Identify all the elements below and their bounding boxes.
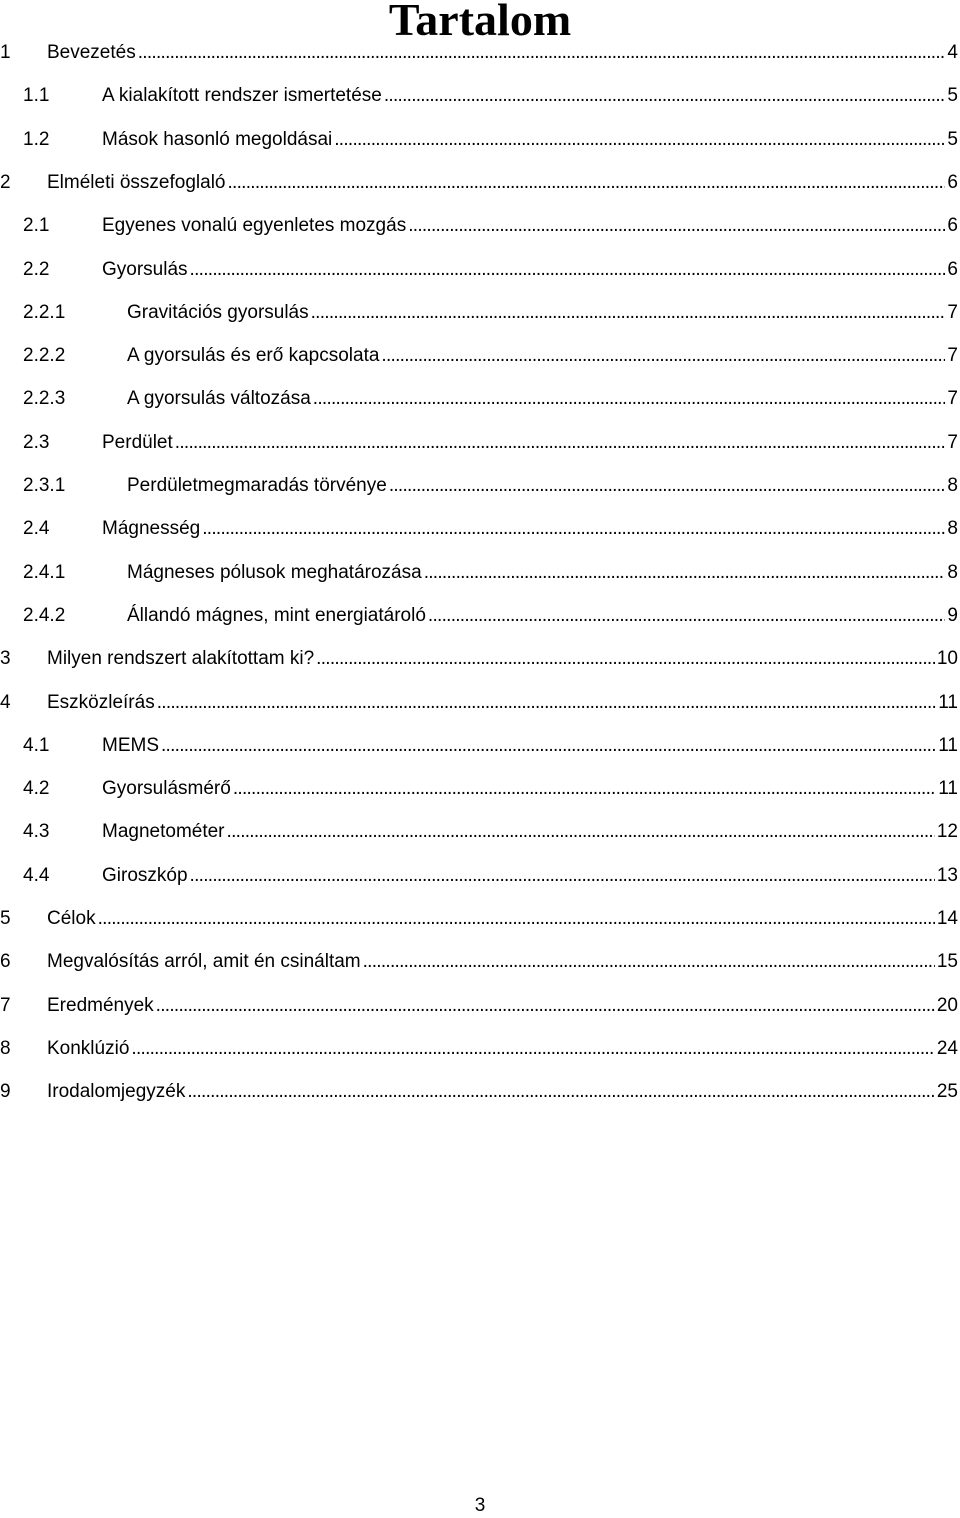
toc-entry-title: A kialakított rendszer ismertetése (102, 85, 382, 107)
toc-entry-title: Perdületmegmaradás törvénye (127, 475, 387, 496)
toc-entry-title: Eszközleírás (47, 691, 155, 713)
toc-dot-leader (311, 298, 946, 328)
toc-dot-leader (384, 81, 946, 111)
toc-entry-page: 20 (936, 994, 958, 1016)
toc-entry-title: Mások hasonló megoldásai (102, 128, 333, 150)
toc-entry-title: Megvalósítás arról, amit én csináltam (47, 951, 361, 973)
toc-entry-page: 8 (947, 475, 958, 496)
toc-entry-number: 2.2.1 (23, 301, 66, 323)
toc-entry-page: 9 (947, 604, 958, 626)
toc-entry-number: 2.3 (23, 431, 50, 453)
toc-entry-page: 6 (947, 171, 958, 193)
toc-entry-number: 2.2.2 (23, 345, 66, 367)
toc-dot-leader (313, 384, 946, 414)
toc-entry[interactable] (0, 991, 958, 1021)
toc-entry[interactable] (23, 211, 958, 241)
toc-entry[interactable] (0, 1077, 958, 1107)
toc-title: Tartalom (388, 0, 572, 45)
toc-entry-title: MEMS (102, 734, 159, 756)
toc-dot-leader (131, 1034, 934, 1064)
toc-entry-page: 8 (947, 518, 958, 540)
toc-entry-page: 14 (936, 908, 958, 929)
toc-entry-title: Bevezetés (47, 42, 136, 63)
toc-dot-leader (334, 125, 945, 155)
toc-entry-number: 8 (0, 1037, 11, 1059)
toc-entry-page: 5 (947, 85, 958, 107)
toc-entry-number: 4.3 (23, 821, 50, 843)
toc-entry-title: Irodalomjegyzék (47, 1081, 186, 1103)
toc-entry-title: Gravitációs gyorsulás (127, 301, 309, 323)
toc-entry-page: 25 (936, 1081, 958, 1103)
toc-entry-number: 4 (0, 691, 11, 713)
toc-entry-number: 2.1 (23, 215, 50, 237)
toc-entry[interactable] (0, 1034, 958, 1064)
toc-entry[interactable] (0, 644, 958, 674)
toc-entry-title: Konklúzió (47, 1037, 130, 1059)
toc-entry[interactable] (0, 688, 958, 718)
toc-entry-title: A gyorsulás változása (127, 388, 311, 410)
toc-entry-page: 24 (936, 1037, 958, 1059)
toc-dot-leader (190, 861, 935, 891)
toc-dot-leader (316, 644, 935, 674)
toc-entry[interactable] (23, 298, 958, 328)
toc-entry[interactable] (23, 428, 958, 458)
toc-entry[interactable] (23, 255, 958, 285)
toc-entry-number: 4.1 (23, 734, 50, 756)
toc-entry-page: 11 (938, 691, 958, 713)
toc-entry-title: Állandó mágnes, mint energiatároló (127, 604, 426, 626)
toc-entry[interactable] (23, 81, 958, 111)
toc-entry-number: 2.4.1 (23, 561, 66, 583)
toc-dot-leader (381, 341, 945, 371)
toc-entry-number: 2 (0, 171, 11, 193)
toc-entry-page: 11 (938, 734, 958, 756)
toc-entry-page: 13 (936, 864, 958, 886)
toc-entry[interactable] (23, 731, 958, 761)
toc-dot-leader (202, 514, 945, 544)
toc-entry[interactable] (23, 774, 958, 804)
toc-entry-number: 9 (0, 1081, 11, 1103)
toc-entry-number: 7 (0, 994, 11, 1016)
toc-entry-number: 2.2 (23, 258, 50, 280)
toc-entry-number: 2.4 (23, 518, 50, 540)
toc-entry-title: Célok (47, 908, 96, 929)
toc-entry-number: 1.2 (23, 128, 50, 150)
toc-entry-page: 6 (947, 215, 958, 237)
toc-entry-number: 1.1 (23, 85, 50, 107)
toc-dot-leader (389, 471, 946, 501)
toc-dot-leader (227, 817, 935, 847)
toc-entry[interactable] (23, 601, 958, 631)
toc-dot-leader (363, 947, 935, 977)
toc-entry-title: Egyenes vonalú egyenletes mozgás (102, 215, 407, 237)
toc-entry[interactable] (23, 817, 958, 847)
toc-dot-leader (190, 255, 946, 285)
toc-entry-page: 5 (947, 128, 958, 150)
toc-entry-page: 4 (947, 42, 958, 63)
toc-dot-leader (98, 904, 935, 934)
toc-dot-leader (233, 774, 936, 804)
toc-entry[interactable] (0, 947, 958, 977)
toc-dot-leader (227, 168, 945, 198)
toc-entry-number: 2.3.1 (23, 475, 66, 496)
toc-dot-leader (156, 991, 935, 1021)
toc-entry-title: Mágnesség (102, 518, 201, 540)
toc-entry-number: 2.2.3 (23, 388, 66, 410)
toc-entry[interactable] (23, 384, 958, 414)
toc-entry-page: 7 (947, 345, 958, 367)
toc-entry-page: 7 (947, 388, 958, 410)
toc-entry-number: 4.2 (23, 778, 50, 800)
toc-entry-title: Gyorsulás (102, 258, 188, 280)
toc-entry-page: 8 (947, 561, 958, 583)
toc-entry-page: 10 (936, 648, 958, 670)
toc-entry-title: Elméleti összefoglaló (47, 171, 226, 193)
toc-entry-page: 7 (947, 301, 958, 323)
toc-dot-leader (157, 688, 937, 718)
toc-entry-number: 4.4 (23, 864, 50, 886)
toc-entry-page: 12 (936, 821, 958, 843)
toc-entry-page: 6 (947, 258, 958, 280)
toc-entry-title: Eredmények (47, 994, 154, 1016)
toc-entry[interactable] (0, 904, 958, 934)
toc-entry[interactable] (23, 125, 958, 155)
toc-dot-leader (428, 601, 946, 631)
toc-entry[interactable] (23, 861, 958, 891)
toc-entry-title: Magnetométer (102, 821, 225, 843)
toc-entry[interactable] (23, 471, 958, 501)
toc-entry-title: Perdület (102, 431, 173, 453)
toc-dot-leader (408, 211, 945, 241)
toc-entry-number: 6 (0, 951, 11, 973)
toc-entry-title: Mágneses pólusok meghatározása (127, 561, 422, 583)
toc-dot-leader (187, 1077, 935, 1107)
toc-entry-number: 2.4.2 (23, 604, 66, 626)
toc-dot-leader (161, 731, 936, 761)
toc-entry-page: 11 (938, 778, 958, 800)
page-number: 3 (474, 1495, 486, 1516)
toc-entry[interactable] (23, 558, 958, 588)
toc-entry[interactable] (0, 168, 958, 198)
toc-entry-title: Giroszkóp (102, 864, 188, 886)
toc-entry-number: 5 (0, 908, 11, 929)
toc-entry[interactable] (23, 341, 958, 371)
toc-entry[interactable] (0, 38, 958, 68)
toc-entry-page: 7 (947, 431, 958, 453)
toc-entry-title: Milyen rendszert alakítottam ki? (47, 648, 315, 670)
toc-dot-leader (424, 558, 946, 588)
toc-dot-leader (138, 38, 946, 68)
toc-entry-page: 15 (936, 951, 958, 973)
toc-entry[interactable] (23, 514, 958, 544)
toc-dot-leader (175, 428, 946, 458)
toc-entry-number: 1 (0, 42, 11, 63)
toc-entry-title: A gyorsulás és erő kapcsolata (127, 345, 380, 367)
toc-entry-title: Gyorsulásmérő (102, 778, 231, 800)
toc-entry-number: 3 (0, 648, 11, 670)
